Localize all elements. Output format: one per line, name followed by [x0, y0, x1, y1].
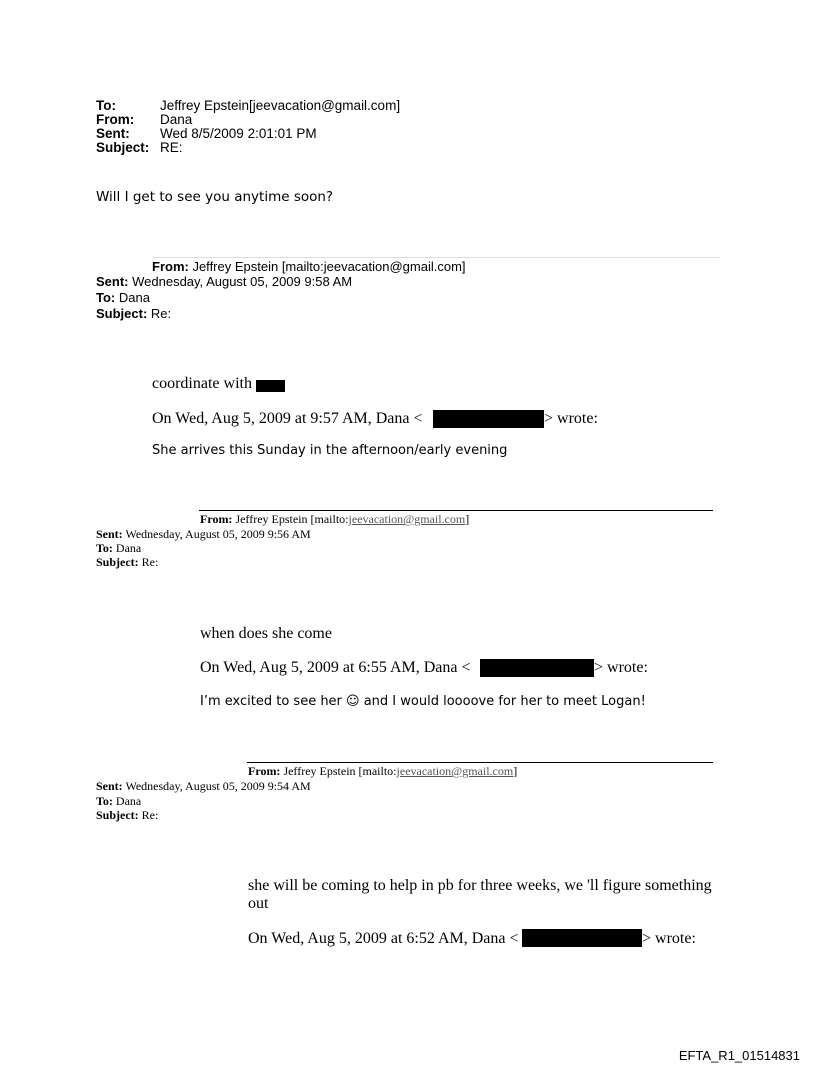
- to-value: Jeffrey Epstein[jeevacation@gmail.com]: [160, 98, 401, 113]
- quote3-from-bracket: ]: [513, 764, 518, 778]
- quote3-subject-line: [96, 808, 158, 823]
- quote3-sent-value: Wednesday, August 05, 2009 9:54 AM: [122, 779, 311, 793]
- divider-line-2: [199, 510, 713, 511]
- quote3-sent-label: Sent:: [96, 779, 123, 793]
- quote1-from-label: From:: [152, 259, 189, 274]
- quote1-subject-line: [96, 306, 171, 322]
- from-label: From:: [96, 112, 135, 127]
- quote1-subject-value: Re:: [147, 306, 172, 321]
- quote3-body-line1: she will be coming to help in pb for three weeks, we 'll figure something: [248, 877, 712, 894]
- quote1-body-text: coordinate with: [152, 375, 252, 392]
- divider-line-3: [247, 762, 713, 763]
- quote1-sent-value: Wednesday, August 05, 2009 9:58 AM: [128, 274, 353, 289]
- quote1-subject-label: Subject:: [96, 306, 148, 321]
- quote3-to-line: [96, 794, 141, 809]
- quote1-from-value: Jeffrey Epstein [mailto:jeevacation@gmail.com]: [188, 259, 466, 274]
- quote3-body-line2: out: [248, 895, 269, 912]
- quote3-to-label: To:: [96, 794, 113, 808]
- from-value: Dana: [160, 112, 193, 127]
- quote2-subject-value: Re:: [138, 555, 159, 569]
- quote2-sent-value: Wednesday, August 05, 2009 9:56 AM: [122, 527, 311, 541]
- quote2-to-line: [96, 541, 141, 556]
- quote3-from-label: From:: [248, 764, 281, 778]
- quote3-email-link[interactable]: jeevacation@gmail.com: [396, 764, 514, 778]
- quote2-sent-label: Sent:: [96, 527, 123, 541]
- quote1-to-line: [96, 290, 150, 306]
- quote1-body: [152, 375, 252, 393]
- redaction-box: [256, 380, 285, 392]
- quote2-to-value: Dana: [112, 541, 142, 555]
- quote2-from-label: From:: [200, 512, 233, 526]
- quote2-email-link[interactable]: jeevacation@gmail.com: [348, 512, 466, 526]
- quote2-quoted-text: I’m excited to see her ☺ and I would loooove for her to meet Logan!: [200, 694, 646, 709]
- quote1-sent-line: [96, 274, 352, 290]
- subject-value: RE:: [160, 140, 183, 155]
- reply-body: Will I get to see you anytime soon?: [96, 189, 334, 205]
- quote2-from-line: [200, 512, 469, 527]
- quote1-attribution-post: > wrote:: [544, 410, 598, 427]
- sent-label: Sent:: [96, 126, 130, 141]
- email-header: [96, 98, 596, 160]
- quote2-body: when does she come: [200, 625, 332, 642]
- quote3-attribution-post: > wrote:: [642, 930, 696, 947]
- quote2-subject-line: [96, 555, 158, 570]
- quote3-from-value: Jeffrey Epstein [mailto:: [280, 764, 397, 778]
- redaction-box: [522, 929, 642, 947]
- sent-value: Wed 8/5/2009 2:01:01 PM: [160, 126, 317, 141]
- quote3-to-value: Dana: [112, 794, 142, 808]
- quote2-from-value: Jeffrey Epstein [mailto:: [232, 512, 349, 526]
- quote2-attribution-pre: On Wed, Aug 5, 2009 at 6:55 AM, Dana <: [200, 659, 471, 676]
- subject-label: Subject:: [96, 140, 150, 155]
- quote2-subject-label: Subject:: [96, 555, 139, 569]
- quote2-from-bracket: ]: [465, 512, 470, 526]
- quote2-sent-line: [96, 527, 311, 542]
- quote1-to-label: To:: [96, 290, 116, 305]
- quote3-sent-line: [96, 779, 311, 794]
- quote3-subject-value: Re:: [138, 808, 159, 822]
- redaction-box: [480, 659, 594, 677]
- quote3-attribution-pre: On Wed, Aug 5, 2009 at 6:52 AM, Dana <: [248, 930, 519, 947]
- quote2-attribution-post: > wrote:: [594, 659, 648, 676]
- quote3-subject-label: Subject:: [96, 808, 139, 822]
- quote3-from-line: [248, 764, 517, 779]
- quote1-from-line: [152, 259, 466, 275]
- document-id: EFTA_R1_01514831: [678, 1048, 800, 1063]
- quote2-to-label: To:: [96, 541, 113, 555]
- redaction-box: [433, 410, 544, 428]
- quote1-sent-label: Sent:: [96, 274, 129, 289]
- quote1-to-value: Dana: [115, 290, 150, 305]
- quote1-quoted-text: She arrives this Sunday in the afternoon/early evening: [152, 443, 508, 458]
- quote1-attribution-pre: On Wed, Aug 5, 2009 at 9:57 AM, Dana <: [152, 410, 423, 427]
- divider-line-1: [152, 257, 720, 258]
- to-label: To:: [96, 98, 116, 113]
